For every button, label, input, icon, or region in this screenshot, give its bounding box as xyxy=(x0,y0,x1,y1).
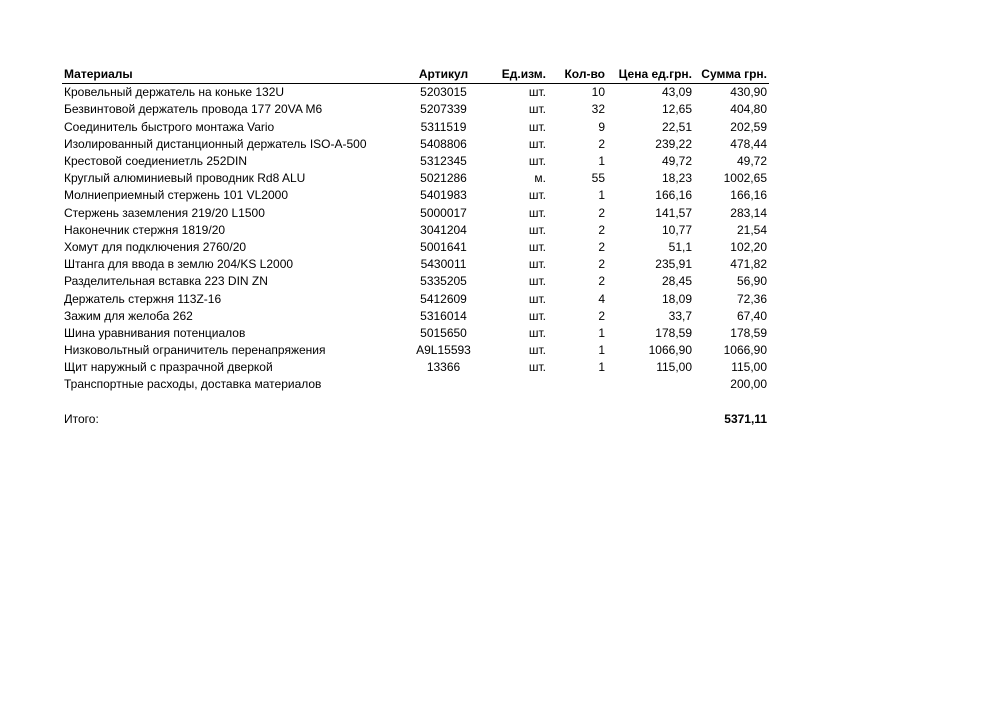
cell-quantity: 1 xyxy=(598,360,605,375)
cell-quantity: 9 xyxy=(598,119,605,134)
cell-quantity: 10 xyxy=(591,85,605,100)
total-empty-cell xyxy=(548,411,609,428)
cell-material-name: Молниеприемный стержень 101 VL2000 xyxy=(64,188,288,203)
cell-sum: 21,54 xyxy=(736,222,767,237)
cell-unit: шт. xyxy=(528,119,546,134)
cell-material-name: Соединитель быстрого монтажа Vario xyxy=(64,119,275,134)
cell-sum: 471,82 xyxy=(730,257,767,272)
cell-material-name: Кровельный держатель на коньке 132U xyxy=(64,85,285,100)
table-row xyxy=(62,290,769,307)
cell-sum: 178,59 xyxy=(730,325,767,340)
materials-table xyxy=(62,66,769,428)
cell-material-name: Безвинтовой держатель провода 177 20VA M6 xyxy=(64,102,323,117)
cell-sum: 67,40 xyxy=(736,308,767,323)
cell-sku: 5001641 xyxy=(420,239,467,254)
cell-unit-price: 1066,90 xyxy=(648,343,692,358)
cell-quantity: 1 xyxy=(598,188,605,203)
cell-unit: шт. xyxy=(528,102,546,117)
cell-quantity: 2 xyxy=(598,308,605,323)
header-sku: Артикул xyxy=(406,66,481,84)
cell-sku: 5312345 xyxy=(420,154,467,169)
cell-sum: 1002,65 xyxy=(723,171,767,186)
cell-sum: 200,00 xyxy=(730,377,767,392)
spacer-row xyxy=(62,394,769,411)
cell-unit: шт. xyxy=(528,239,546,254)
header-materials: Материалы xyxy=(62,66,406,84)
cell-sku: 5430011 xyxy=(420,257,467,272)
cell-quantity: 2 xyxy=(598,274,605,289)
cell-sum: 72,36 xyxy=(736,291,767,306)
cell-unit: шт. xyxy=(528,205,546,220)
cell-quantity: 2 xyxy=(598,222,605,237)
table-row xyxy=(62,119,769,136)
cell-material-name: Крестовой соедиениетль 252DIN xyxy=(64,154,248,169)
cell-sku: 5021286 xyxy=(420,171,467,186)
table-row xyxy=(62,273,769,290)
table-row xyxy=(62,325,769,342)
cell-sum: 56,90 xyxy=(736,274,767,289)
table-row xyxy=(62,222,769,239)
cell-material-name: Щит наружный с празрачной дверкой xyxy=(64,360,273,375)
cell-quantity: 2 xyxy=(598,257,605,272)
cell-sum: 202,59 xyxy=(730,119,767,134)
cell-sku: 5207339 xyxy=(420,102,467,117)
cell-unit-price: 166,16 xyxy=(655,188,692,203)
cell-sum: 404,80 xyxy=(730,102,767,117)
cell-unit: шт. xyxy=(528,343,546,358)
table-row xyxy=(62,308,769,325)
total-label: Итого: xyxy=(64,411,99,426)
cell-sku: 5412609 xyxy=(420,291,467,306)
cell-unit-price: 239,22 xyxy=(655,136,692,151)
cell-unit: шт. xyxy=(528,257,546,272)
cell-sum: 1066,90 xyxy=(723,343,767,358)
table-row xyxy=(62,205,769,222)
cell-quantity: 55 xyxy=(591,171,605,186)
cell-quantity: 1 xyxy=(598,154,605,169)
table-row xyxy=(62,342,769,359)
cell-sku: A9L15593 xyxy=(416,343,471,358)
cell-sku: 5316014 xyxy=(420,308,467,323)
cell-unit-price: 12,65 xyxy=(661,102,692,117)
cell-unit-price: 18,09 xyxy=(661,291,692,306)
cell-material-name: Зажим для желоба 262 xyxy=(64,308,193,323)
table-row xyxy=(62,256,769,273)
cell-sku: 5311519 xyxy=(420,119,467,134)
cell-sku: 5203015 xyxy=(420,85,467,100)
cell-unit: шт. xyxy=(528,85,546,100)
cell-unit: шт. xyxy=(528,154,546,169)
cell-unit: м. xyxy=(534,171,546,186)
header-sum: Сумма грн. xyxy=(694,66,769,84)
cell-unit-price: 22,51 xyxy=(661,119,692,134)
table-row xyxy=(62,170,769,187)
cell-sum: 102,20 xyxy=(730,239,767,254)
cell-material-name: Разделительная вставка 223 DIN ZN xyxy=(64,274,268,289)
cell-unit: шт. xyxy=(528,188,546,203)
cell-unit-price: 33,7 xyxy=(668,308,692,323)
spacer-cell xyxy=(62,394,769,411)
header-unit-price: Цена ед.грн. xyxy=(609,66,694,84)
cell-unit: шт. xyxy=(528,274,546,289)
cell-unit-price: 115,00 xyxy=(656,360,692,375)
cell-quantity: 1 xyxy=(598,343,605,358)
cell-sku: 3041204 xyxy=(420,222,467,237)
cell-material-name: Штанга для ввода в землю 204/KS L2000 xyxy=(64,257,294,272)
cell-unit: шт. xyxy=(528,308,546,323)
cell-quantity: 2 xyxy=(598,136,605,151)
cell-sku: 5015650 xyxy=(420,325,467,340)
cell-material-name: Держатель стержня 113Z-16 xyxy=(64,291,222,306)
table-row xyxy=(62,187,769,204)
table-header-row xyxy=(62,66,769,84)
table-row xyxy=(62,359,769,376)
cell-unit-price: 235,91 xyxy=(655,257,692,272)
cell-unit-price xyxy=(609,376,694,393)
cell-quantity: 32 xyxy=(591,102,605,117)
cell-unit-price: 49,72 xyxy=(661,154,692,169)
cell-unit: шт. xyxy=(528,325,546,340)
cell-unit-price: 51,1 xyxy=(668,239,692,254)
total-empty-cell xyxy=(609,411,694,428)
cell-material-name: Круглый алюминиевый проводник Rd8 ALU xyxy=(64,171,306,186)
cell-unit-price: 18,23 xyxy=(661,171,692,186)
table-row xyxy=(62,84,769,102)
materials-sheet xyxy=(62,66,767,428)
cell-material-name: Шина уравнивания потенциалов xyxy=(64,325,246,340)
table-row xyxy=(62,136,769,153)
cell-sku: 5000017 xyxy=(420,205,467,220)
cell-quantity: 4 xyxy=(598,291,605,306)
cell-material-name: Низковольтный ограничитель перенапряжения xyxy=(64,343,326,358)
cell-unit: шт. xyxy=(528,360,546,375)
cell-sku: 5408806 xyxy=(420,136,467,151)
cell-sum: 430,90 xyxy=(730,85,767,100)
cell-material-name: Транспортные расходы, доставка материалов xyxy=(64,377,322,392)
cell-sum: 115,00 xyxy=(731,360,767,375)
cell-sum: 166,16 xyxy=(730,188,767,203)
total-value: 5371,11 xyxy=(724,411,767,426)
cell-unit-price: 10,77 xyxy=(661,222,692,237)
total-empty-cell xyxy=(406,411,481,428)
cell-sku: 13366 xyxy=(426,360,461,375)
total-row xyxy=(62,411,769,428)
cell-unit xyxy=(481,376,548,393)
cell-quantity: 1 xyxy=(598,325,605,340)
cell-sum: 283,14 xyxy=(730,205,767,220)
cell-sku: 5335205 xyxy=(420,274,467,289)
table-row xyxy=(62,153,769,170)
cell-unit-price: 178,59 xyxy=(655,325,692,340)
cell-unit: шт. xyxy=(528,291,546,306)
cell-unit-price: 28,45 xyxy=(661,274,692,289)
cell-unit: шт. xyxy=(528,136,546,151)
cell-material-name: Изолированный дистанционный держатель ISO-A-500 xyxy=(64,136,367,151)
cell-sku: 5401983 xyxy=(420,188,467,203)
cell-quantity: 2 xyxy=(598,205,605,220)
cell-unit-price: 141,57 xyxy=(655,205,692,220)
total-empty-cell xyxy=(481,411,548,428)
cell-material-name: Стержень заземления 219/20 L1500 xyxy=(64,205,265,220)
table-body xyxy=(62,84,769,394)
cell-sku xyxy=(406,376,481,393)
header-unit: Ед.изм. xyxy=(481,66,548,84)
cell-quantity: 2 xyxy=(598,239,605,254)
cell-material-name: Наконечник стержня 1819/20 xyxy=(64,222,226,237)
table-row xyxy=(62,376,769,393)
cell-unit-price: 43,09 xyxy=(661,85,692,100)
cell-unit: шт. xyxy=(528,222,546,237)
cell-material-name: Хомут для подключения 2760/20 xyxy=(64,239,247,254)
cell-sum: 478,44 xyxy=(730,136,767,151)
cell-quantity xyxy=(548,376,609,393)
table-row xyxy=(62,101,769,118)
header-quantity: Кол-во xyxy=(548,66,609,84)
cell-sum: 49,72 xyxy=(736,154,767,169)
table-row xyxy=(62,239,769,256)
